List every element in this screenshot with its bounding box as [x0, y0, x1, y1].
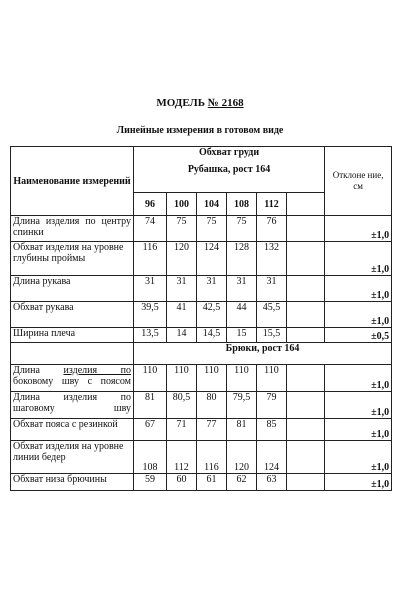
value-cell: 31	[257, 276, 287, 302]
measurement-name: Ширина плеча	[11, 328, 134, 343]
value-cell: 74	[134, 216, 167, 242]
value-cell: 67	[134, 419, 167, 441]
value-cell: 79	[257, 392, 287, 419]
tolerance-cell: ±1,0	[325, 242, 392, 276]
girth-header: Обхват груди	[198, 147, 260, 158]
value-cell: 42,5	[197, 302, 227, 328]
girth-header-cell	[134, 147, 325, 193]
value-cell: 116	[134, 242, 167, 276]
value-cell: 124	[257, 441, 287, 474]
header-row	[11, 147, 392, 193]
table-row	[11, 474, 392, 491]
model-title-prefix: МОДЕЛЬ	[156, 97, 206, 109]
value-cell: 14	[167, 328, 197, 343]
empty-cell	[287, 276, 325, 302]
value-cell: 81	[227, 419, 257, 441]
value-cell: 41	[167, 302, 197, 328]
model-number: № 2168	[207, 97, 244, 109]
tolerance-cell: ±1,0	[325, 419, 392, 441]
tolerance-column-header: Отклоне ние, см	[325, 147, 392, 216]
value-cell: 110	[167, 365, 197, 392]
empty-cell	[287, 365, 325, 392]
value-cell: 77	[197, 419, 227, 441]
value-cell: 59	[134, 474, 167, 491]
value-cell: 71	[167, 419, 197, 441]
measurement-name: Обхват изделия на уровне линии бедер	[11, 441, 134, 474]
value-cell: 44	[227, 302, 257, 328]
measurement-name: Длина рукава	[11, 276, 134, 302]
measurement-name: Длина изделия по боковому шву с поясом	[11, 365, 134, 392]
tolerance-cell: ±1,0	[325, 365, 392, 392]
value-cell: 120	[167, 242, 197, 276]
value-cell: 110	[227, 365, 257, 392]
value-cell: 120	[227, 441, 257, 474]
measurement-name: Обхват низа брючины	[11, 474, 134, 491]
section-row	[11, 343, 392, 365]
table-row	[11, 365, 392, 392]
value-cell: 63	[257, 474, 287, 491]
tolerance-cell: ±1,0	[325, 392, 392, 419]
value-cell: 61	[197, 474, 227, 491]
table-row	[11, 441, 392, 474]
empty-cell	[287, 328, 325, 343]
value-cell: 128	[227, 242, 257, 276]
measurement-name: Длина изделия по шаговому шву	[11, 392, 134, 419]
table-row	[11, 276, 392, 302]
value-cell: 110	[257, 365, 287, 392]
tolerance-cell: ±1,0	[325, 441, 392, 474]
value-cell: 110	[197, 365, 227, 392]
value-cell: 80	[197, 392, 227, 419]
size-header: 108	[227, 193, 257, 216]
shirt-header: Рубашка, рост 164	[187, 164, 271, 175]
table-row	[11, 242, 392, 276]
size-header: 96	[134, 193, 167, 216]
value-cell: 75	[167, 216, 197, 242]
value-cell: 79,5	[227, 392, 257, 419]
value-cell: 45,5	[257, 302, 287, 328]
value-cell: 13,5	[134, 328, 167, 343]
value-cell: 31	[197, 276, 227, 302]
value-cell: 132	[257, 242, 287, 276]
table-row	[11, 392, 392, 419]
tolerance-cell: ±1,0	[325, 474, 392, 491]
value-cell: 110	[134, 365, 167, 392]
table-row	[11, 419, 392, 441]
value-cell: 15	[227, 328, 257, 343]
measurement-name: Обхват пояса с резинкой	[11, 419, 134, 441]
value-cell: 60	[167, 474, 197, 491]
value-cell: 108	[134, 441, 167, 474]
model-title	[0, 97, 400, 109]
measurement-name: Обхват изделия на уровне глубины проймы	[11, 242, 134, 276]
empty-cell	[287, 193, 325, 216]
tolerance-cell: ±1,0	[325, 302, 392, 328]
table-row	[11, 328, 392, 343]
value-cell: 31	[227, 276, 257, 302]
value-cell: 14,5	[197, 328, 227, 343]
value-cell: 85	[257, 419, 287, 441]
value-cell: 81	[134, 392, 167, 419]
table-row	[11, 216, 392, 242]
measurements-table	[10, 146, 392, 491]
table-row	[11, 302, 392, 328]
size-header: 104	[197, 193, 227, 216]
empty-cell	[287, 302, 325, 328]
value-cell: 75	[197, 216, 227, 242]
value-cell: 31	[167, 276, 197, 302]
trousers-section-header: Брюки, рост 164	[134, 343, 392, 365]
value-cell: 112	[167, 441, 197, 474]
value-cell: 80,5	[167, 392, 197, 419]
empty-cell	[287, 216, 325, 242]
value-cell: 39,5	[134, 302, 167, 328]
tolerance-cell: ±1,0	[325, 276, 392, 302]
empty-cell	[287, 242, 325, 276]
tolerance-cell: ±0,5	[325, 328, 392, 343]
measurements-subtitle: Линейные измерения в готовом виде	[116, 125, 284, 136]
empty-cell	[287, 419, 325, 441]
measurement-name: Длина изделия по центру спинки	[11, 216, 134, 242]
measurement-name: Обхват рукава	[11, 302, 134, 328]
tolerance-cell: ±1,0	[325, 216, 392, 242]
table-body	[11, 147, 392, 491]
size-header: 112	[257, 193, 287, 216]
value-cell: 76	[257, 216, 287, 242]
empty-cell	[11, 343, 134, 365]
value-cell: 15,5	[257, 328, 287, 343]
value-cell: 124	[197, 242, 227, 276]
name-column-header: Наименование измерений	[11, 147, 134, 216]
size-header: 100	[167, 193, 197, 216]
empty-cell	[287, 474, 325, 491]
empty-cell	[287, 441, 325, 474]
value-cell: 75	[227, 216, 257, 242]
value-cell: 62	[227, 474, 257, 491]
empty-cell	[287, 392, 325, 419]
value-cell: 31	[134, 276, 167, 302]
value-cell: 116	[197, 441, 227, 474]
